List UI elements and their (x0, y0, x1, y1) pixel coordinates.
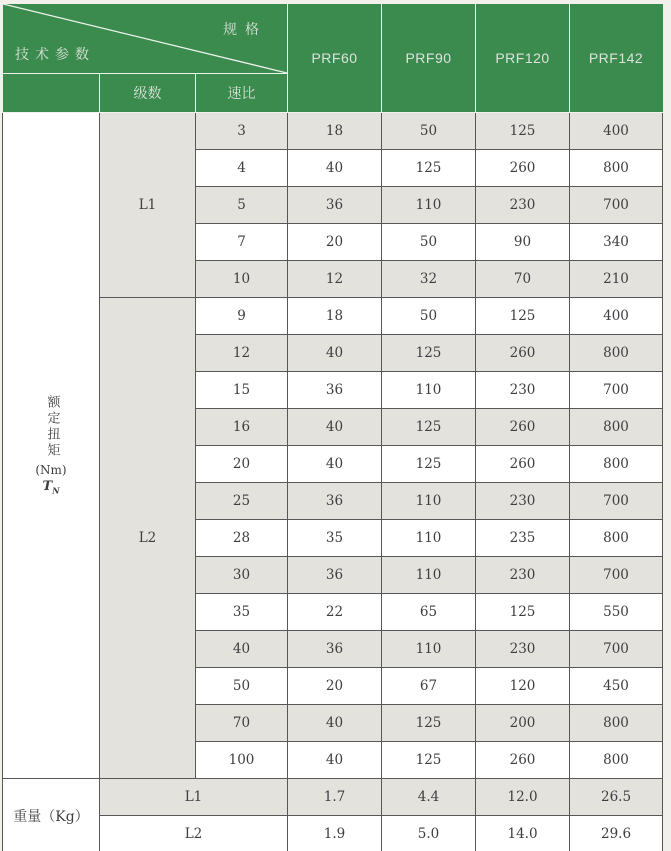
torque-value: 230 (476, 557, 570, 594)
ratio-cell: 16 (196, 409, 288, 446)
torque-value: 110 (382, 557, 476, 594)
torque-value: 12 (288, 261, 382, 298)
torque-value: 400 (570, 113, 663, 150)
weight-row (3, 779, 663, 816)
torque-value: 400 (570, 298, 663, 335)
ratio-cell: 50 (196, 668, 288, 705)
torque-value: 800 (570, 520, 663, 557)
torque-value: 125 (382, 742, 476, 779)
torque-value: 40 (288, 705, 382, 742)
ratio-cell: 40 (196, 631, 288, 668)
weight-value: 26.5 (570, 779, 663, 816)
torque-value: 230 (476, 631, 570, 668)
torque-value: 800 (570, 742, 663, 779)
tech-params-label: 技术参数 (15, 46, 95, 62)
torque-value: 340 (570, 224, 663, 261)
torque-value: 260 (476, 150, 570, 187)
ratio-cell: 4 (196, 150, 288, 187)
torque-value: 36 (288, 187, 382, 224)
torque-value: 125 (476, 113, 570, 150)
ratio-cell: 9 (196, 298, 288, 335)
stage-cell-l2: L2 (100, 298, 196, 779)
torque-value: 260 (476, 446, 570, 483)
torque-value: 230 (476, 372, 570, 409)
torque-value: 70 (476, 261, 570, 298)
torque-value: 700 (570, 483, 663, 520)
ratio-cell: 20 (196, 446, 288, 483)
torque-value: 110 (382, 631, 476, 668)
torque-value: 110 (382, 372, 476, 409)
torque-unit-label: (Nm) (35, 463, 67, 478)
torque-value: 110 (382, 187, 476, 224)
torque-value: 20 (288, 668, 382, 705)
ratio-cell: 28 (196, 520, 288, 557)
torque-value: 40 (288, 409, 382, 446)
ratio-cell: 25 (196, 483, 288, 520)
column-header-prf90: PRF90 (382, 4, 476, 113)
stage-cell-l1: L1 (100, 113, 196, 298)
torque-value: 700 (570, 187, 663, 224)
torque-value: 235 (476, 520, 570, 557)
ratio-column-header: 速比 (196, 74, 288, 113)
ratio-cell: 35 (196, 594, 288, 631)
stage-column-header: 级数 (100, 74, 196, 113)
torque-value: 35 (288, 520, 382, 557)
torque-value: 800 (570, 335, 663, 372)
weight-value: 1.9 (288, 816, 382, 851)
torque-value: 700 (570, 372, 663, 409)
weight-label-cell: 重量（Kg） (3, 779, 100, 851)
torque-symbol: $T_N$ (42, 479, 60, 496)
column-header-prf120: PRF120 (476, 4, 570, 113)
column-header-prf142: PRF142 (570, 4, 663, 113)
weight-stage-l1: L1 (100, 779, 288, 816)
torque-value: 125 (476, 594, 570, 631)
torque-label-cell (3, 113, 100, 779)
torque-value: 20 (288, 224, 382, 261)
ratio-cell: 3 (196, 113, 288, 150)
torque-value: 36 (288, 557, 382, 594)
ratio-cell: 30 (196, 557, 288, 594)
ratio-cell: 12 (196, 335, 288, 372)
torque-value: 230 (476, 187, 570, 224)
torque-value: 40 (288, 446, 382, 483)
torque-value: 125 (476, 298, 570, 335)
weight-value: 29.6 (570, 816, 663, 851)
torque-value: 110 (382, 520, 476, 557)
torque-value: 40 (288, 335, 382, 372)
ratio-cell: 5 (196, 187, 288, 224)
torque-value: 800 (570, 150, 663, 187)
torque-value: 18 (288, 113, 382, 150)
torque-value: 36 (288, 483, 382, 520)
weight-row (3, 816, 663, 851)
torque-value: 260 (476, 742, 570, 779)
torque-value: 40 (288, 150, 382, 187)
torque-value: 200 (476, 705, 570, 742)
torque-value: 22 (288, 594, 382, 631)
torque-value: 260 (476, 335, 570, 372)
torque-value: 110 (382, 483, 476, 520)
torque-value: 700 (570, 557, 663, 594)
ratio-cell: 15 (196, 372, 288, 409)
torque-value: 125 (382, 409, 476, 446)
torque-value: 50 (382, 113, 476, 150)
empty-header-cell (3, 74, 100, 113)
torque-value: 210 (570, 261, 663, 298)
weight-value: 4.4 (382, 779, 476, 816)
ratio-cell: 100 (196, 742, 288, 779)
torque-value: 450 (570, 668, 663, 705)
column-header-prf60: PRF60 (288, 4, 382, 113)
torque-value: 260 (476, 409, 570, 446)
torque-value: 125 (382, 705, 476, 742)
weight-value: 12.0 (476, 779, 570, 816)
torque-value: 65 (382, 594, 476, 631)
torque-value: 90 (476, 224, 570, 261)
torque-value: 125 (382, 446, 476, 483)
spec-header-label: 规格 (223, 21, 268, 37)
weight-body (3, 779, 663, 851)
ratio-cell: 7 (196, 224, 288, 261)
torque-value: 125 (382, 150, 476, 187)
torque-value: 40 (288, 742, 382, 779)
weight-value: 1.7 (288, 779, 382, 816)
torque-row (3, 298, 663, 335)
torque-body (3, 113, 663, 779)
torque-label-vertical: 额定扭矩 (44, 395, 60, 460)
torque-row (3, 113, 663, 150)
ratio-cell: 10 (196, 261, 288, 298)
torque-value: 32 (382, 261, 476, 298)
diagonal-header-cell (3, 4, 288, 74)
torque-value: 230 (476, 483, 570, 520)
torque-value: 550 (570, 594, 663, 631)
weight-stage-l2: L2 (100, 816, 288, 851)
torque-value: 700 (570, 631, 663, 668)
spec-table (2, 3, 663, 851)
ratio-cell: 70 (196, 705, 288, 742)
torque-value: 36 (288, 372, 382, 409)
torque-value: 67 (382, 668, 476, 705)
torque-value: 18 (288, 298, 382, 335)
torque-value: 800 (570, 705, 663, 742)
torque-value: 50 (382, 298, 476, 335)
torque-value: 36 (288, 631, 382, 668)
torque-value: 800 (570, 409, 663, 446)
weight-value: 14.0 (476, 816, 570, 851)
weight-value: 5.0 (382, 816, 476, 851)
torque-value: 120 (476, 668, 570, 705)
torque-value: 50 (382, 224, 476, 261)
torque-value: 125 (382, 335, 476, 372)
torque-value: 800 (570, 446, 663, 483)
